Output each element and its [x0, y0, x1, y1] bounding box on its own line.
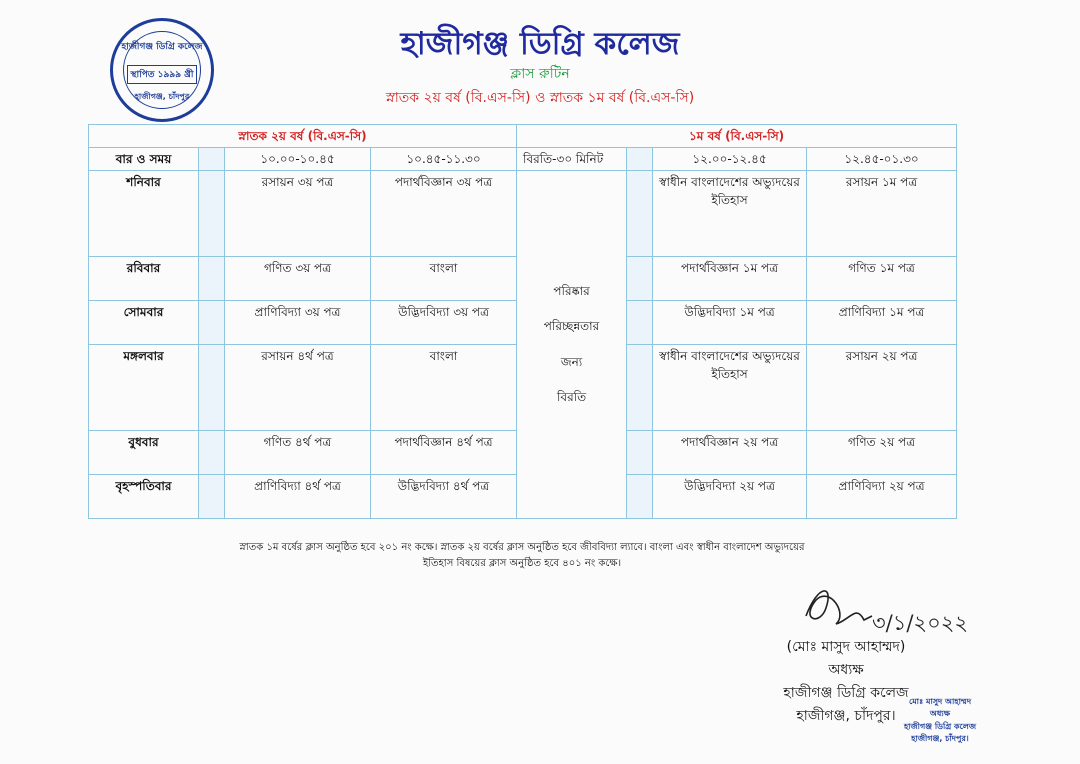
slot-4-cell: প্রাণিবিদ্যা ২য় পত্র	[807, 475, 957, 519]
time-header-row	[89, 148, 957, 171]
slot-2-cell: পদার্থবিজ্ঞান ৪র্থ পত্র	[371, 431, 517, 475]
spacer-cell	[627, 345, 653, 431]
slot-1-cell: গণিত ৪র্থ পত্র	[225, 431, 371, 475]
header-slot-1: ১০.০০-১০.৪৫	[225, 148, 371, 171]
slot-3-cell: স্বাধীন বাংলাদেশের অভ্যুদয়ের ইতিহাস	[653, 171, 807, 257]
spacer-cell	[199, 148, 225, 171]
spacer-cell	[627, 257, 653, 301]
slot-4-cell: রসায়ন ১ম পত্র	[807, 171, 957, 257]
slot-2-cell: পদার্থবিজ্ঞান ৩য় পত্র	[371, 171, 517, 257]
break-note-line: পরিচ্ছন্নতার	[543, 319, 600, 334]
day-cell: শনিবার	[89, 171, 199, 257]
spacer-cell	[627, 301, 653, 345]
official-stamp	[888, 696, 992, 746]
header-slot-3: ১২.০০-১২.৪৫	[653, 148, 807, 171]
principal-name: (মোঃ মাসুদ আহাম্মদ)	[786, 639, 906, 655]
slot-2-cell: উদ্ভিদবিদ্যা ৩য় পত্র	[371, 301, 517, 345]
break-note-line: বিরতি	[556, 389, 587, 404]
room-note-line-2: ইতিহাস বিষয়ের ক্লাস অনুষ্ঠিত হবে ৪০১ নং কক্ষে।	[422, 558, 622, 569]
slot-1-cell: প্রাণিবিদ্যা ৪র্থ পত্র	[225, 475, 371, 519]
header-day-time: বার ও সময়	[89, 148, 199, 171]
seal-ring-top-text: হাজীগঞ্জ ডিগ্রি কলেজ	[121, 42, 203, 52]
stamp-designation: অধ্যক্ষ	[929, 709, 951, 719]
principal-designation: অধ্যক্ষ	[828, 662, 864, 679]
spacer-cell	[199, 431, 225, 475]
slot-4-cell: গণিত ১ম পত্র	[807, 257, 957, 301]
group-second-year: স্নাতক ২য় বর্ষ (বি.এস-সি)	[89, 125, 517, 148]
seal-established-text: স্থাপিত ১৯৯৯ খ্রী	[127, 65, 197, 84]
table-row	[89, 171, 957, 257]
routine-subtitle: ক্লাস রুটিন	[510, 66, 570, 82]
header-slot-4: ১২.৪৫-০১.৩০	[807, 148, 957, 171]
day-cell: মঙ্গলবার	[89, 345, 199, 431]
slot-3-cell: উদ্ভিদবিদ্যা ২য় পত্র	[653, 475, 807, 519]
header-slot-2: ১০.৪৫-১১.৩০	[371, 148, 517, 171]
classes-title: স্নাতক ২য় বর্ষ (বি.এস-সি) ও স্নাতক ১ম বর্ষ (বি.এস-সি)	[385, 90, 695, 106]
spacer-cell	[627, 475, 653, 519]
signature-address: হাজীগঞ্জ, চাঁদপুর।	[796, 708, 896, 725]
signature-college: হাজীগঞ্জ ডিগ্রি কলেজ	[783, 685, 909, 702]
group-first-year: ১ম বর্ষ (বি.এস-সি)	[517, 125, 957, 148]
break-note-line: পরিষ্কার	[553, 283, 590, 298]
college-title: হাজীগঞ্জ ডিগ্রি কলেজ	[400, 26, 680, 62]
spacer-cell	[199, 345, 225, 431]
slot-1-cell: প্রাণিবিদ্যা ৩য় পত্র	[225, 301, 371, 345]
day-cell: বৃহস্পতিবার	[89, 475, 199, 519]
day-cell: রবিবার	[89, 257, 199, 301]
slot-1-cell: রসায়ন ৩য় পত্র	[225, 171, 371, 257]
spacer-cell	[199, 475, 225, 519]
day-cell: বুধবার	[89, 431, 199, 475]
signature-date: ৩/১/২০২২	[872, 611, 969, 635]
stamp-college: হাজীগঞ্জ ডিগ্রি কলেজ	[903, 721, 976, 731]
day-cell: সোমবার	[89, 301, 199, 345]
slot-2-cell: বাংলা	[371, 345, 517, 431]
spacer-cell	[199, 171, 225, 257]
class-routine-table	[88, 124, 957, 519]
slot-4-cell: গণিত ২য় পত্র	[807, 431, 957, 475]
spacer-cell	[627, 431, 653, 475]
slot-2-cell: উদ্ভিদবিদ্যা ৪র্থ পত্র	[371, 475, 517, 519]
slot-4-cell: প্রাণিবিদ্যা ১ম পত্র	[807, 301, 957, 345]
group-header-row	[89, 125, 957, 148]
break-note-line: জন্য	[560, 354, 583, 369]
spacer-cell	[627, 171, 653, 257]
slot-1-cell: রসায়ন ৪র্থ পত্র	[225, 345, 371, 431]
spacer-cell	[199, 257, 225, 301]
stamp-address: হাজীগঞ্জ, চাঁদপুর।	[911, 734, 969, 744]
spacer-cell	[627, 148, 653, 171]
slot-1-cell: গণিত ৩য় পত্র	[225, 257, 371, 301]
room-note-line-1: স্নাতক ১ম বর্ষের ক্লাস অনুষ্ঠিত হবে ২০১ নং কক্ষে। স্নাতক ২য় বর্ষের ক্লাস অনুষ্ঠিত হবে জীববিদ্যা ল্যাবে। বাংলা এবং স্বাধীন বাংলাদেশ অভ্যুদয়ের	[239, 542, 805, 553]
slot-4-cell: রসায়ন ২য় পত্র	[807, 345, 957, 431]
stamp-name: মোঃ মাসুদ আহাম্মদ	[908, 697, 972, 706]
principal-signature	[790, 580, 990, 642]
header-slot-break: বিরতি-৩০ মিনিট	[517, 148, 627, 171]
room-note	[88, 540, 956, 572]
slot-3-cell: পদার্থবিজ্ঞান ১ম পত্র	[653, 257, 807, 301]
seal-ring-bottom-text: হাজীগঞ্জ, চাঁদপুর	[134, 92, 190, 101]
slot-3-cell: স্বাধীন বাংলাদেশের অভ্যুদয়ের ইতিহাস	[653, 345, 807, 431]
slot-3-cell: উদ্ভিদবিদ্যা ১ম পত্র	[653, 301, 807, 345]
slot-2-cell: বাংলা	[371, 257, 517, 301]
slot-3-cell: পদার্থবিজ্ঞান ২য় পত্র	[653, 431, 807, 475]
spacer-cell	[199, 301, 225, 345]
cleaning-break-cell	[517, 171, 627, 519]
